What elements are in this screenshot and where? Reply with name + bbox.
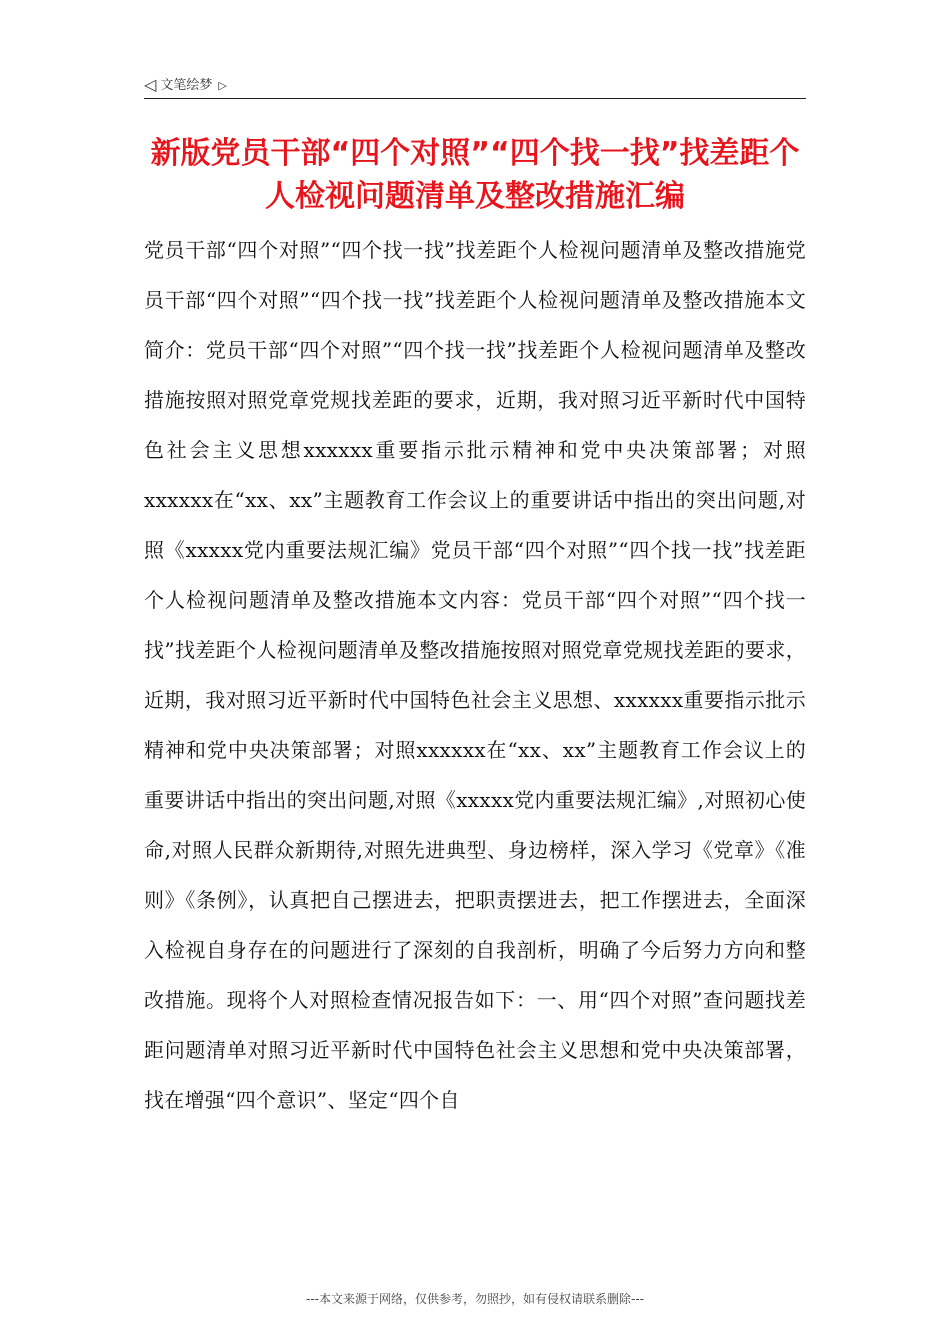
document-title: 新版党员干部“四个对照”“四个找一找”找差距个人检视问题清单及整改措施汇编: [150, 136, 800, 214]
brand-name: 文笔绘梦: [160, 77, 213, 93]
triangle-left-icon: ◁: [144, 75, 157, 94]
triangle-right-icon: ▷: [218, 78, 227, 92]
page-header: [144, 72, 806, 99]
document-body: 党员干部“四个对照”“四个找一找”找差距个人检视问题清单及整改措施党员干部“四个对照”“四个找一找”找差距个人检视问题清单及整改措施本文简介：党员干部“四个对照”“四个找一找”找差距个人检视问题清单及整改措施按照对照党章党规找差距的要求，近期，我对照习近平新时代中国特色社会主义思想xxxxxx重要指示批示精神和党中央决策部署；对照xxxxxx在“xx、xx”主题教育工作会议上的重要讲话中指出的突出问题,对照《xxxxx党内重要法规汇编》党员干部“四个对照”“四个找一找”找差距个人检视问题清单及整改措施本文内容：党员干部“四个对照”“四个找一找”找差距个人检视问题清单及整改措施按照对照党章党规找差距的要求，近期，我对照习近平新时代中国特色社会主义思想、xxxxxx重要指示批示精神和党中央决策部署；对照xxxxxx在“xx、xx”主题教育工作会议上的重要讲话中指出的突出问题,对照《xxxxx党内重要法规汇编》,对照初心使命,对照人民群众新期待,对照先进典型、身边榜样，深入学习《党章》《准则》《条例》，认真把自己摆进去，把职责摆进去，把工作摆进去，全面深入检视自身存在的问题进行了深刻的自我剖析，明确了今后努力方向和整改措施。现将个人对照检查情况报告如下：一、用“四个对照”查问题找差距问题清单对照习近平新时代中国特色社会主义思想和党中央决策部署，找在增强“四个意识”、坚定“四个自: [144, 238, 806, 1112]
footer-notice: ---本文来源于网络，仅供参考，勿照抄，如有侵权请联系删除---: [306, 1292, 644, 1306]
